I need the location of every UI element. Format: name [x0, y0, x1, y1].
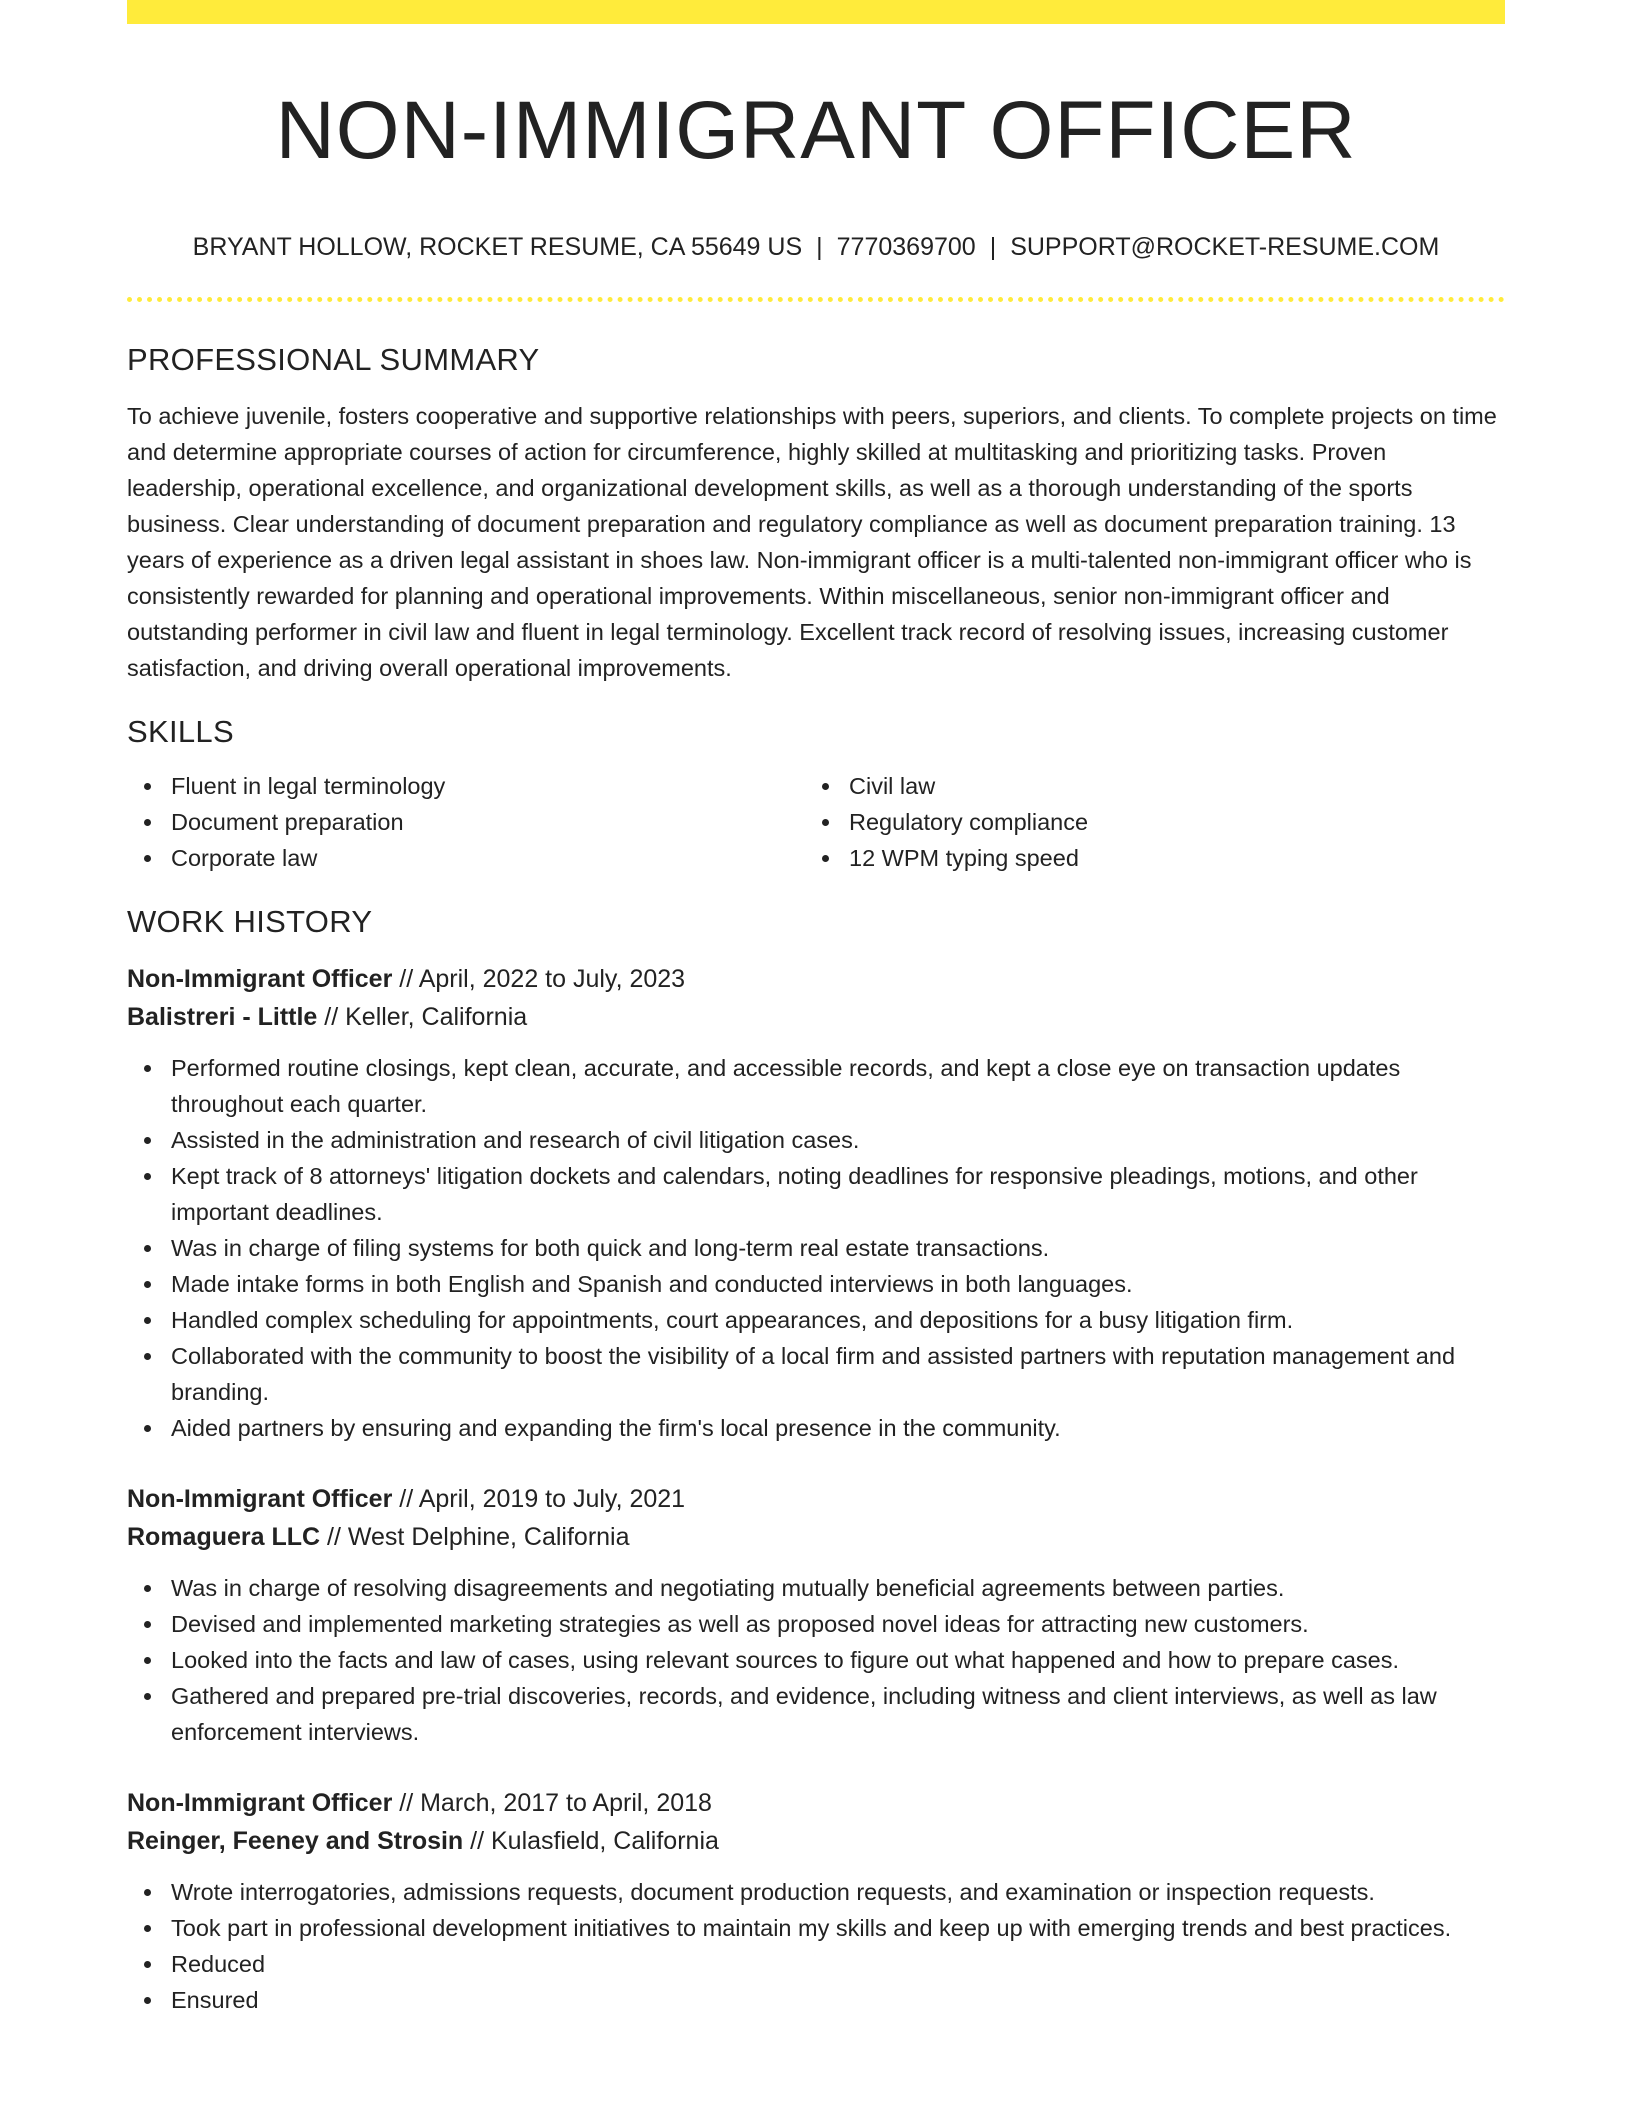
skills-column-right [805, 768, 1483, 876]
contact-email: SUPPORT@ROCKET-RESUME.COM [1010, 233, 1440, 261]
job-duties [127, 1874, 1505, 2018]
resume-title: NON-IMMIGRANT OFFICER [275, 85, 1357, 176]
job-company: Reinger, Feeney and Strosin [127, 1827, 464, 1855]
top-accent-bar [127, 0, 1505, 24]
job-location: // Kulasfield, California [470, 1827, 719, 1855]
job-duty: Looked into the facts and law of cases, using relevant sources to figure out what happened and how to prepare cases. [171, 1642, 1505, 1678]
job-duty: Gathered and prepared pre-trial discoveries, records, and evidence, including witness and client interviews, as well as law enforcement interviews. [171, 1678, 1505, 1750]
job-duty: Handled complex scheduling for appointments, court appearances, and depositions for a busy litigation firm. [171, 1302, 1505, 1338]
job-company-line [127, 1822, 1505, 1860]
job-dates: // March, 2017 to April, 2018 [399, 1789, 712, 1817]
skill-item: Regulatory compliance [849, 804, 1483, 840]
job-title-line [127, 960, 1505, 998]
job-duty: Ensured [171, 1982, 1505, 2018]
job-title-line [127, 1784, 1505, 1822]
job-duty: Aided partners by ensuring and expanding the firm's local presence in the community. [171, 1410, 1505, 1446]
job-duty: Collaborated with the community to boost the visibility of a local firm and assisted partners with reputation management and branding. [171, 1338, 1505, 1410]
job-duty: Took part in professional development initiatives to maintain my skills and keep up with emerging trends and best practices. [171, 1910, 1505, 1946]
job-entry [127, 960, 1505, 1446]
job-duty: Kept track of 8 attorneys' litigation dockets and calendars, noting deadlines for responsive pleadings, motions, and other important deadlines. [171, 1158, 1505, 1230]
contact-separator: | [816, 233, 823, 261]
skill-item: Corporate law [171, 840, 805, 876]
job-dates: // April, 2019 to July, 2021 [399, 1485, 686, 1513]
skill-item: 12 WPM typing speed [849, 840, 1483, 876]
job-dates: // April, 2022 to July, 2023 [399, 965, 686, 993]
job-duty: Was in charge of filing systems for both quick and long-term real estate transactions. [171, 1230, 1505, 1266]
job-entry [127, 1480, 1505, 1750]
job-location: // West Delphine, California [327, 1523, 630, 1551]
job-duty: Reduced [171, 1946, 1505, 1982]
job-title: Non-Immigrant Officer [127, 1485, 393, 1513]
job-title: Non-Immigrant Officer [127, 965, 393, 993]
contact-address: BRYANT HOLLOW, ROCKET RESUME, CA 55649 US [192, 233, 803, 261]
job-title-line [127, 1480, 1505, 1518]
summary-text: To achieve juvenile, fosters cooperative and supportive relationships with peers, superiors, and clients. To complete projects on time and determine appropriate courses of action for circumference, highly skilled at multitasking and prioritizing tasks. Proven leadership, operational excellence, and organizational development skills, as well as a thorough understanding of the sports business. Clear understanding of document preparation and regulatory compliance as well as document preparation training. 13 years of experience as a driven legal assistant in shoes law. Non-immigrant officer is a multi-talented non-immigrant officer who is consistently rewarded for planning and operational improvements. Within miscellaneous, senior non-immigrant officer and outstanding performer in civil law and fluent in legal terminology. Excellent track record of resolving issues, increasing customer satisfaction, and driving overall operational improvements. [127, 403, 1497, 681]
resume-page [127, 0, 1505, 2018]
skills-heading: SKILLS [127, 714, 234, 749]
job-company: Romaguera LLC [127, 1523, 321, 1551]
skills-column-left [127, 768, 805, 876]
skill-item: Fluent in legal terminology [171, 768, 805, 804]
summary-heading: PROFESSIONAL SUMMARY [127, 342, 540, 377]
job-duties [127, 1570, 1505, 1750]
job-title: Non-Immigrant Officer [127, 1789, 393, 1817]
job-duty: Performed routine closings, kept clean, accurate, and accessible records, and kept a close eye on transaction updates throughout each quarter. [171, 1050, 1505, 1122]
skill-item: Document preparation [171, 804, 805, 840]
contact-separator: | [989, 233, 997, 261]
job-duty: Was in charge of resolving disagreements and negotiating mutually beneficial agreements between parties. [171, 1570, 1505, 1606]
job-entry [127, 1784, 1505, 2018]
job-company-line [127, 1518, 1505, 1556]
job-company-line [127, 998, 1505, 1036]
work-history-heading: WORK HISTORY [127, 904, 373, 939]
job-duty: Devised and implemented marketing strategies as well as proposed novel ideas for attracting new customers. [171, 1606, 1505, 1642]
skill-item: Civil law [849, 768, 1483, 804]
skills-list [127, 768, 1505, 876]
header-divider [127, 297, 1505, 302]
job-duty: Assisted in the administration and research of civil litigation cases. [171, 1122, 1505, 1158]
contact-info [127, 231, 1505, 263]
job-duty: Made intake forms in both English and Spanish and conducted interviews in both languages. [171, 1266, 1505, 1302]
job-duty: Wrote interrogatories, admissions requests, document production requests, and examination or inspection requests. [171, 1874, 1505, 1910]
job-location: // Keller, California [324, 1003, 528, 1031]
job-duties [127, 1050, 1505, 1446]
contact-phone: 7770369700 [836, 233, 976, 261]
job-company: Balistreri - Little [127, 1003, 318, 1031]
